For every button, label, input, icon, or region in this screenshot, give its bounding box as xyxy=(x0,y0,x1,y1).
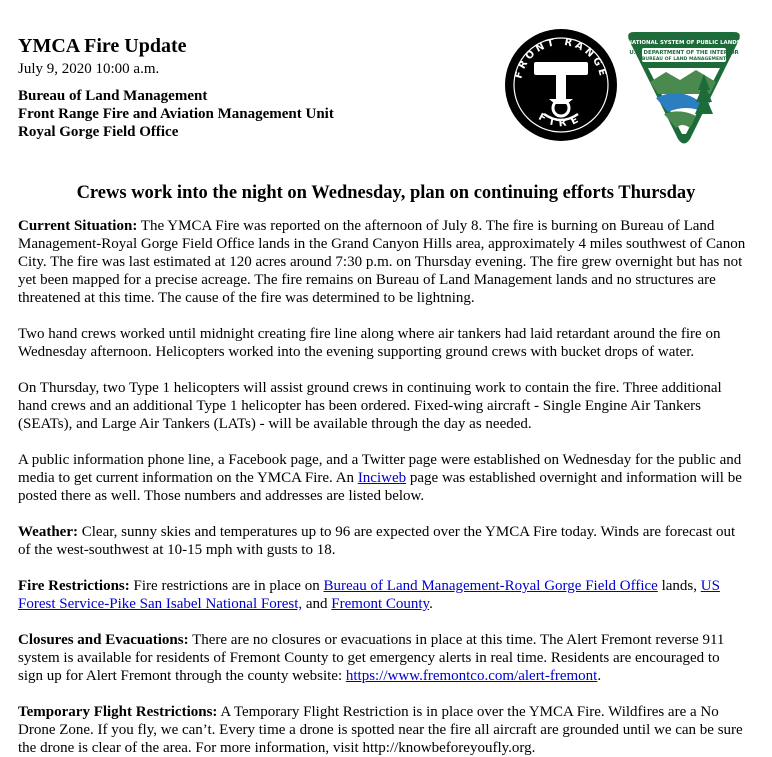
closures-paragraph xyxy=(18,631,746,685)
article-body xyxy=(18,217,746,757)
tfr-text: A Temporary Flight Restriction is in place over the YMCA Fire. Wildfires are a No Drone Zone. If you fly, we can’t. Every time a drone is spotted near the fire all aircraft are grounded until we can be sure the drone is clear of the area. For more information, visit http://knowbeforeyoufly.org. xyxy=(18,704,743,756)
closures-label: Closures and Evacuations: xyxy=(18,632,189,648)
front-range-fire-logo xyxy=(504,28,618,142)
org-line-agency: Bureau of Land Management xyxy=(18,88,208,104)
fire-restrictions-paragraph xyxy=(18,577,746,613)
org-block xyxy=(18,87,334,141)
org-line-unit: Front Range Fire and Aviation Management Unit xyxy=(18,106,334,122)
fire-restrictions-text-4: . xyxy=(429,596,433,612)
blm-logo xyxy=(620,24,748,148)
logo-bottom-text: FIRE xyxy=(536,111,586,130)
tfr-label: Temporary Flight Restrictions: xyxy=(18,704,218,720)
org-line-office: Royal Gorge Field Office xyxy=(18,124,179,140)
hand-crews-paragraph: Two hand crews worked until midnight creating fire line along where air tankers had laid retardant around the fire on Wednesday afternoon. Helicopters worked into the evening supporting ground crews with bucket drops of water. xyxy=(18,326,721,360)
thursday-paragraph: On Thursday, two Type 1 helicopters will assist ground crews in continuing work to contain the fire. Three additional hand crews and an additional Type 1 helicopter has been ordered. Fixed-wing aircraft - Single Engine Air Tankers (SEATs), and Large Air Tankers (LATs) - will be available through the day as needed. xyxy=(18,380,722,432)
fire-restrictions-label: Fire Restrictions: xyxy=(18,578,130,594)
closures-text: There are no closures or evacuations in place at this time. The Alert Fremont reverse 911 system is available for residents of Fremont County to get emergency alerts in real time. Residents are encouraged to sign up for Alert Fremont through the county website: xyxy=(18,632,725,684)
weather-paragraph xyxy=(18,523,746,559)
weather-text: Clear, sunny skies and temperatures up to 96 are expected over the YMCA Fire today. Winds are forecast out of the west-southwest at 10-15 mph with gusts to 18. xyxy=(18,524,736,558)
tfr-paragraph xyxy=(18,703,746,757)
current-situation-text: The YMCA Fire was reported on the afternoon of July 8. The fire is burning on Bureau of Land Management-Royal Gorge Field Office lands in the Grand Canyon Hills area, approximately 4 miles southwest of Canon City. The fire was last estimated at 120 acres around 7:30 p.m. on Thursday evening. The fire grew overnight but has not yet been mapped for a precise acreage. The fire remains on Bureau of Land Management lands and no structures are threatened at this time. The cause of the fire was determined to be lightning. xyxy=(18,218,746,306)
fire-restrictions-text-3: and xyxy=(302,596,332,612)
blm-line1: NATIONAL SYSTEM OF PUBLIC LANDS xyxy=(627,40,741,46)
usfs-pike-san-isabel-link[interactable]: US Forest Service-Pike San Isabel National Forest, xyxy=(18,578,720,612)
logo-top-text: FRONT RANGE xyxy=(513,36,609,80)
inciweb-link[interactable]: Inciweb xyxy=(357,470,407,486)
public-info-paragraph xyxy=(18,451,746,505)
update-date: July 9, 2020 10:00 a.m. xyxy=(18,61,160,77)
public-info-text-after: page was established overnight and information will be posted there as well. Those numbers and addresses are listed below. xyxy=(18,470,742,504)
closures-end: . xyxy=(597,668,602,684)
alert-fremont-link[interactable]: https://www.fremontco.com/alert-fremont xyxy=(345,668,598,684)
blm-line2: U.S. DEPARTMENT OF THE INTERIOR xyxy=(629,50,739,56)
current-situation-paragraph xyxy=(18,217,746,307)
page-title: YMCA Fire Update xyxy=(18,35,187,57)
fire-restrictions-text-2: lands, xyxy=(657,578,701,594)
blm-line3: BUREAU OF LAND MANAGEMENT xyxy=(641,57,727,62)
headline: Crews work into the night on Wednesday, plan on continuing efforts Thursday xyxy=(76,183,696,203)
blm-royal-gorge-link[interactable]: Bureau of Land Management-Royal Gorge Field Office xyxy=(323,578,658,594)
fremont-county-link[interactable]: Fremont County xyxy=(331,596,430,612)
weather-label: Weather: xyxy=(18,524,78,540)
public-info-text-before: A public information phone line, a Facebook page, and a Twitter page were established on Wednesday for the public and media to get current information on the YMCA Fire. An xyxy=(18,452,742,486)
current-situation-label: Current Situation: xyxy=(18,218,138,234)
fire-restrictions-text-1: Fire restrictions are in place on xyxy=(129,578,324,594)
